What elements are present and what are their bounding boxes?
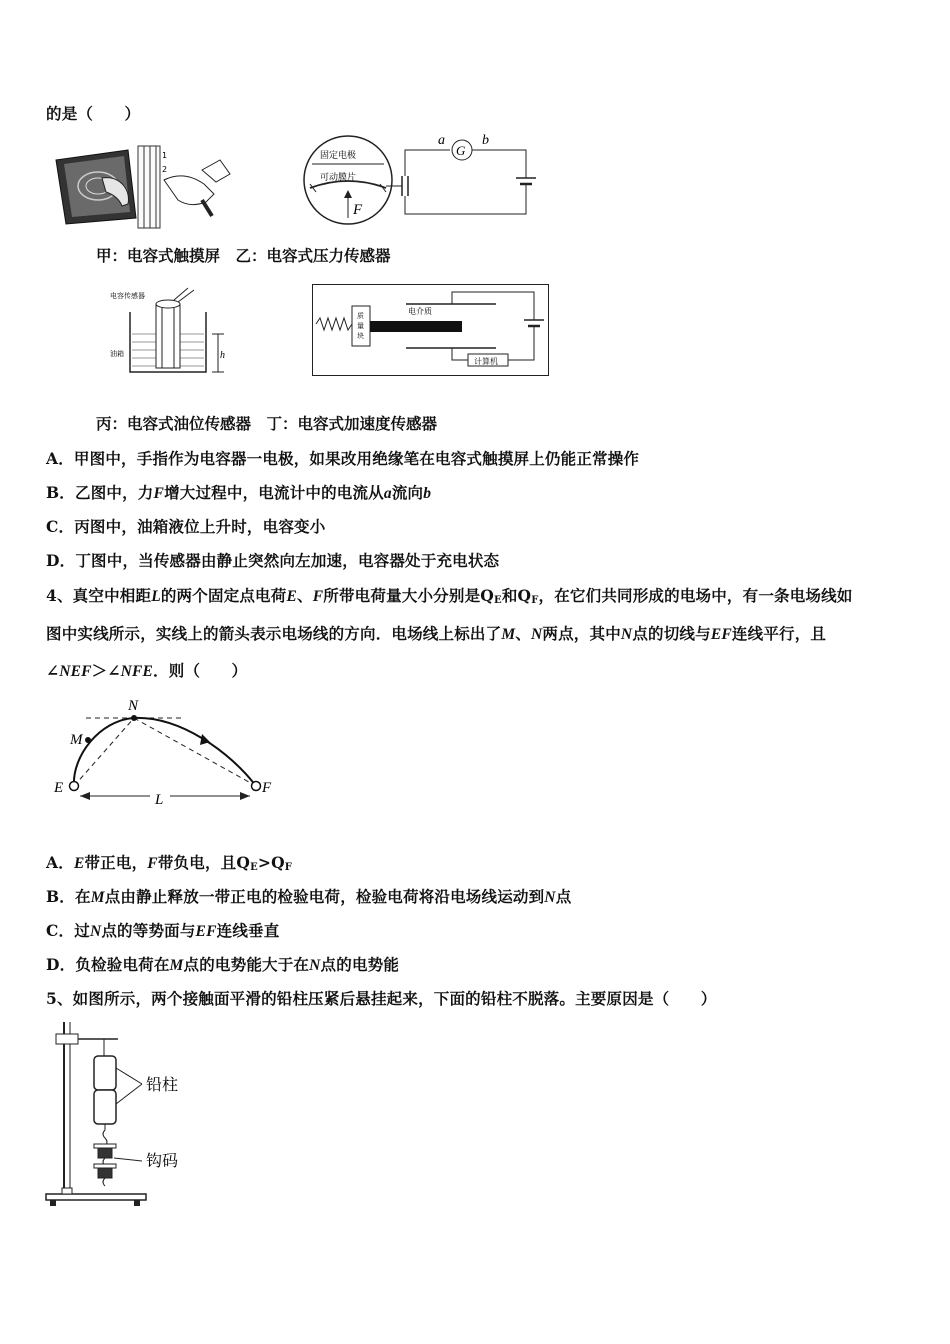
yi-force-label: F bbox=[353, 202, 363, 218]
fig-n-label: N bbox=[128, 698, 139, 714]
yi-galvanometer-label: G bbox=[456, 143, 466, 158]
fig-m-label: M bbox=[70, 732, 83, 748]
q4-stem-line1: 4、真空中相距L的两个固定点电荷E、F所带电荷量大小分别是$Q_E$和$Q_F$，在它们共同形成的电场中，有一条电场线如 bbox=[46, 586, 853, 606]
weight-label: 钩码 bbox=[146, 1151, 179, 1170]
yi-a-label: a bbox=[438, 133, 445, 148]
q5-stem: 5、如图所示，两个接触面平滑的铅柱压紧后悬挂起来，下面的铅柱不脱落。主要原因是（ ） bbox=[46, 989, 717, 1008]
q3-stem-tail: 的是（ ） bbox=[46, 104, 141, 123]
q4-figure-field-line bbox=[50, 696, 280, 814]
yi-film-label: 可动膜片 bbox=[320, 173, 357, 183]
fig-e-label: E bbox=[54, 780, 64, 796]
q4-stem-line2: 图中实线所示，实线上的箭头表示电场线的方向．电场线上标出了M、N两点，其中N点的切线与EF连线平行，且 bbox=[46, 624, 827, 643]
svg-text:1: 1 bbox=[162, 151, 168, 160]
figure-jia-touchscreen bbox=[52, 140, 242, 230]
yi-fixed-electrode-label: 固定电极 bbox=[320, 151, 357, 161]
figure-bing-oil-level bbox=[108, 284, 238, 379]
q4-option-d[interactable]: D．负检验电荷在M点的电势能大于在N点的电势能 bbox=[46, 955, 400, 974]
ding-mass-label-3: 块 bbox=[357, 332, 364, 340]
q3-option-b[interactable]: B．乙图中，力F增大过程中，电流计中的电流从a流向b bbox=[46, 483, 432, 502]
ding-mass-label-2: 量 bbox=[357, 322, 364, 330]
q3-option-d[interactable]: D．丁图中，当传感器由静止突然向左加速，电容器处于充电状态 bbox=[46, 551, 500, 570]
ding-mass-label-1: 质 bbox=[357, 312, 364, 320]
q4-option-a[interactable]: A．E带正电，F带负电，且$Q_E>Q_F$ bbox=[46, 853, 293, 873]
yi-b-label: b bbox=[482, 133, 489, 148]
figure-ding-acceleration bbox=[312, 284, 549, 376]
q4-stem-line3: ∠NEF＞∠NFE．则（ ） bbox=[46, 661, 248, 680]
caption-2: 丙：电容式油位传感器 丁：电容式加速度传感器 bbox=[96, 414, 438, 433]
lead-label: 铅柱 bbox=[146, 1075, 179, 1094]
bing-sensor-label: 电容传感器 bbox=[110, 292, 145, 300]
caption-1: 甲：电容式触摸屏 乙：电容式压力传感器 bbox=[96, 246, 391, 265]
bing-h-label: h bbox=[220, 350, 225, 361]
q3-option-c[interactable]: C．丙图中，油箱液位上升时，电容变小 bbox=[46, 517, 326, 536]
figure-yi-pressure-sensor bbox=[298, 128, 543, 228]
q3-option-a[interactable]: A．甲图中，手指作为电容器一电极，如果改用绝缘笔在电容式触摸屏上仍能正常操作 bbox=[46, 449, 640, 468]
ding-computer-label: 计算机 bbox=[474, 357, 498, 366]
ding-dielectric-label: 电介质 bbox=[408, 307, 432, 316]
fig-l-label: L bbox=[155, 792, 164, 808]
q4-option-b[interactable]: B．在M点由静止释放一带正电的检验电荷，检验电荷将沿电场线运动到N点 bbox=[46, 887, 572, 906]
fig-f-label: F bbox=[262, 780, 272, 796]
svg-text:2: 2 bbox=[162, 165, 168, 174]
q5-figure-lead-cylinders bbox=[44, 1018, 244, 1210]
q4-option-c[interactable]: C．过N点的等势面与EF连线垂直 bbox=[46, 921, 280, 940]
bing-tank-label: 油箱 bbox=[110, 350, 124, 358]
